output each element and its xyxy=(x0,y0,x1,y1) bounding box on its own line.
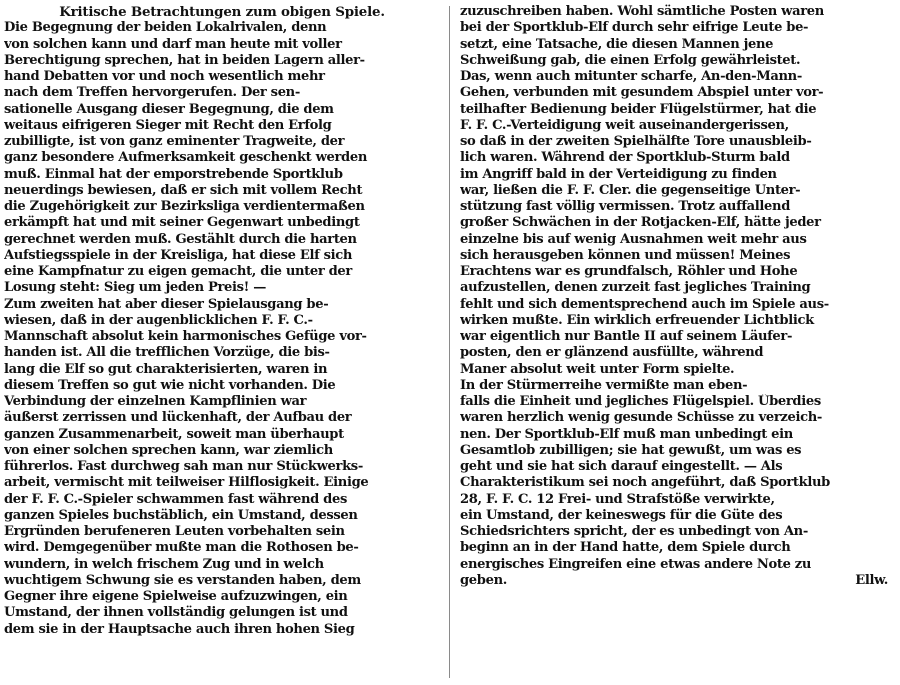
text-line: Maner absolut weit unter Form spielte. xyxy=(460,361,735,377)
text-line: äußerst zerrissen und lückenhaft, der Aufbau der xyxy=(4,410,352,426)
text-line: im Angriff bald in der Verteidigung zu finden xyxy=(460,166,777,182)
text-line: wuchtigem Schwung sie es verstanden haben, dem xyxy=(4,572,361,588)
text-line: so daß in der zweiten Spielhälfte Tore unausbleib- xyxy=(460,134,812,149)
text-line: ganzen Spieles buchstäblich, ein Umstand, dessen xyxy=(4,507,358,523)
text-line: lich waren. Während der Sportklub-Sturm bald xyxy=(460,150,790,166)
author-signature: Ellw. xyxy=(855,572,888,588)
text-line: ganzen Zusammenarbeit, soweit man überhaupt xyxy=(4,426,344,442)
text-line: war eigentlich nur Bantle II auf seinem Läufer- xyxy=(460,329,793,344)
text-line: setzt, eine Tatsache, die diesen Mannen jene xyxy=(460,36,774,52)
text-line: Umstand, der ihnen vollständig gelungen ist und xyxy=(4,605,348,621)
text-line: Charakteristikum sei noch angeführt, daß Sportklub xyxy=(460,475,830,491)
text-line: Die Begegnung der beiden Lokalrivalen, denn xyxy=(4,20,327,36)
text-line: muß. Einmal hat der emporstrebende Sportklub xyxy=(4,166,343,182)
text-line: nach dem Treffen hervorgerufen. Der sen- xyxy=(4,85,300,101)
text-line: Schiedsrichters spricht, der es unbedingt von An- xyxy=(460,524,808,539)
text-line: Schweißung gab, die einen Erfolg gewährleistet. xyxy=(460,52,801,68)
text-line: diesem Treffen so gut wie nicht vorhanden. Die xyxy=(4,377,336,393)
text-line: Das, wenn auch mitunter scharfe, An-den-Mann- xyxy=(460,69,802,84)
text-line: aufzustellen, denen zurzeit fast jegliches Training xyxy=(460,280,811,296)
text-line: arbeit, vermischt mit teilweiser Hilflosigkeit. Einige xyxy=(4,475,369,491)
text-line: zuzuschreiben haben. Wohl sämtliche Posten waren xyxy=(460,4,824,19)
text-line: großer Schwächen in der Rotjacken-Elf, hätte jeder xyxy=(460,215,821,231)
text-line: falls die Einheit und jegliches Flügelspiel. Überdies xyxy=(460,394,821,409)
text-line: ein Umstand, der keineswegs für die Güte des xyxy=(460,507,783,523)
left-column xyxy=(4,4,440,685)
article-title: Kritische Betrachtungen zum obigen Spiele. xyxy=(59,4,385,20)
text-line: In der Stürmerreihe vermißte man eben- xyxy=(460,377,748,393)
text-line: F. F. C.-Verteidigung weit auseinandergerissen, xyxy=(460,117,789,133)
text-line: Erachtens war es grundfalsch, Röhler und Hohe xyxy=(460,264,798,279)
text-line: 28, F. F. C. 12 Frei- und Strafstöße verwirkte, xyxy=(460,491,775,507)
text-line: sich herausgeben können und müssen! Meines xyxy=(460,247,791,263)
text-line: von einer solchen sprechen kann, war ziemlich xyxy=(4,442,333,458)
text-line: zubilligte, ist von ganz eminenter Tragweite, der xyxy=(4,134,345,149)
text-line: bei der Sportklub-Elf durch sehr eifrige Leute be- xyxy=(460,20,809,36)
text-line: einzelne bis auf wenig Ausnahmen weit mehr aus xyxy=(460,231,807,247)
text-line: teilhafter Bedienung beider Flügelstürmer, hat die xyxy=(460,101,817,117)
text-line: von solchen kann und darf man heute mit voller xyxy=(4,36,342,52)
text-line: fehlt und sich dementsprechend auch im Spiele aus- xyxy=(460,296,829,312)
text-line: lang die Elf so gut charakterisierten, waren in xyxy=(4,361,328,377)
text-line: beginn an in der Hand hatte, dem Spiele durch xyxy=(460,540,791,556)
text-line: dem sie in der Hauptsache auch ihren hohen Sieg xyxy=(4,621,355,637)
text-line: ganz besondere Aufmerksamkeit geschenkt werden xyxy=(4,150,367,166)
text-line: wirken mußte. Ein wirklich erfreuender Lichtblick xyxy=(460,312,814,328)
text-line: Gegner ihre eigene Spielweise aufzuzwingen, ein xyxy=(4,589,348,604)
text-line: eine Kampfnatur zu eigen gemacht, die unter der xyxy=(4,264,352,279)
text-line: geben. Ellw. xyxy=(460,573,894,589)
text-line: stützung fast völlig vermissen. Trotz auffallend xyxy=(460,199,790,214)
text-line: geht und sie hat sich darauf eingestellt. — Als xyxy=(460,459,783,474)
text-line: Gehen, verbunden mit gesundem Abspiel unter vor- xyxy=(460,85,824,101)
text-line: wundern, in welch frischem Zug und in welch xyxy=(4,556,324,572)
text-line: gerechnet werden muß. Gestählt durch die harten xyxy=(4,231,357,247)
text-line: posten, den er glänzend ausfüllte, während xyxy=(460,345,764,361)
text-line: neuerdings bewiesen, daß er sich mit vollem Recht xyxy=(4,182,363,198)
text-line: war, ließen die F. F. Cler. die gegenseitige Unter- xyxy=(460,182,801,198)
text-line: der F. F. C.-Spieler schwammen fast während des xyxy=(4,491,347,507)
text-line: energisches Eingreifen eine etwas andere Note zu xyxy=(460,556,812,572)
text-line: die Zugehörigkeit zur Bezirksliga verdientermaßen xyxy=(4,199,365,214)
text-line: Verbindung der einzelnen Kampflinien war xyxy=(4,394,307,409)
text-line: Mannschaft absolut kein harmonisches Gefüge vor- xyxy=(4,329,367,344)
text-line: Ergründen berufeneren Leuten vorbehalten sein xyxy=(4,524,345,539)
text-line: handen ist. All die trefflichen Vorzüge, die bis- xyxy=(4,345,330,361)
text-line: wird. Demgegenüber mußte man die Rothosen be- xyxy=(4,540,359,556)
text-line: Aufstiegsspiele in der Kreisliga, hat diese Elf sich xyxy=(4,247,353,263)
text-line: weitaus eifrigeren Sieger mit Recht den Erfolg xyxy=(4,117,332,133)
text-line: hand Debatten vor und noch wesentlich mehr xyxy=(4,69,325,84)
text-line: Losung steht: Sieg um jeden Preis! — xyxy=(4,280,267,296)
text-line: nen. Der Sportklub-Elf muß man unbedingt ein xyxy=(460,426,793,442)
right-column xyxy=(460,4,894,685)
text-line: sationelle Ausgang dieser Begegnung, die dem xyxy=(4,101,334,117)
text-line: erkämpft hat und mit seiner Gegenwart unbedingt xyxy=(4,215,360,231)
text-line: wiesen, daß in der augenblicklichen F. F. C.- xyxy=(4,312,313,328)
text-line: Zum zweiten hat aber dieser Spielausgang be- xyxy=(4,296,329,312)
text-line: Berechtigung sprechen, hat in beiden Lagern aller- xyxy=(4,52,365,68)
text-line: waren herzlich wenig gesunde Schüsse zu verzeich- xyxy=(460,410,822,426)
text-line: Gesamtlob zubilligen; sie hat gewußt, um was es xyxy=(460,442,802,458)
column-divider xyxy=(449,6,450,678)
text-line: führerlos. Fast durchweg sah man nur Stückwerks- xyxy=(4,459,363,474)
